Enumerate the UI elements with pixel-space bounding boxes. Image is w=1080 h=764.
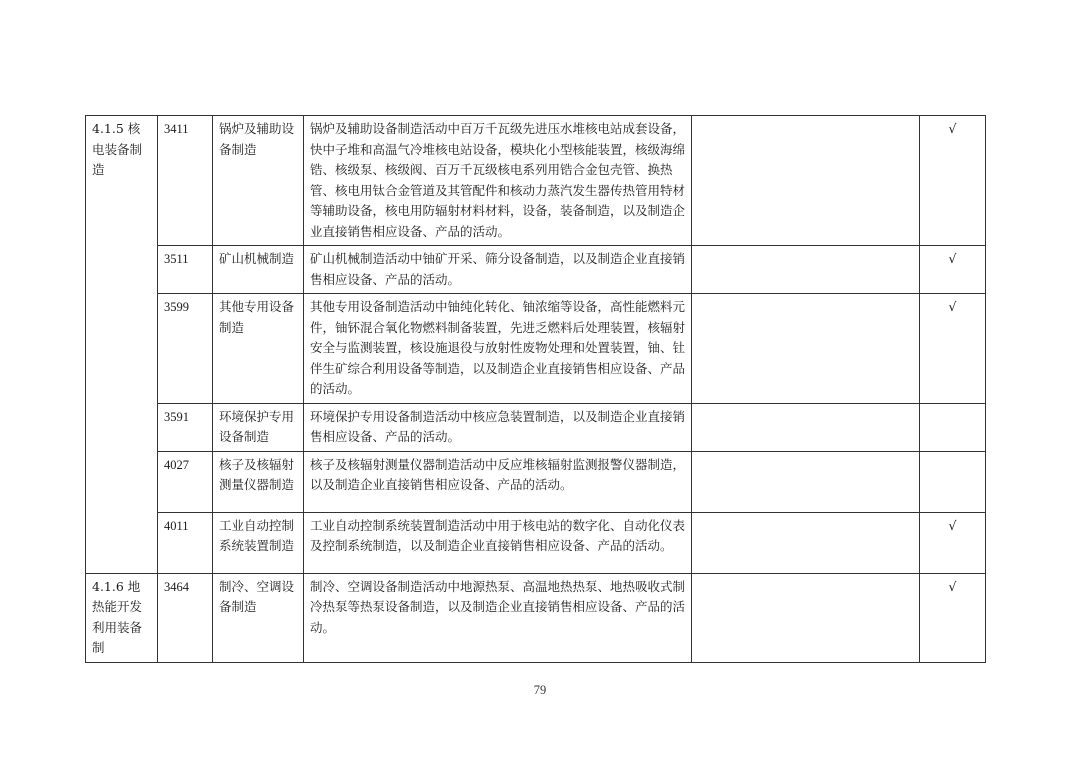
table-row bbox=[86, 573, 986, 662]
description-cell: 其他专用设备制造活动中铀纯化转化、铀浓缩等设备，高性能燃料元件，铀钚混合氧化物燃料制备装置，先进乏燃料后处理装置，核辐射安全与监测装置，核设施退役与放射性废物处理和处置装置，铀、钍伴生矿综合利用设备等制造，以及制造企业直接销售相应设备、产品的活动。 bbox=[304, 294, 692, 404]
table-row bbox=[86, 403, 986, 451]
table-row bbox=[86, 294, 986, 404]
checkmark-cell: √ bbox=[920, 246, 986, 294]
note-cell bbox=[692, 573, 920, 662]
code-cell: 3591 bbox=[158, 403, 213, 451]
checkmark-cell bbox=[920, 403, 986, 451]
code-cell: 4027 bbox=[158, 451, 213, 512]
description-cell: 锅炉及辅助设备制造活动中百万千瓦级先进压水堆核电站成套设备，快中子堆和高温气冷堆核电站设备，模块化小型核能装置，核级海绵锆、核级泵、核级阀、百万千瓦级核电系列用锆合金包壳管、换热管、核电用钛合金管道及其管配件和核动力蒸汽发生器传热管用特材等辅助设备，核电用防辐射材料材料，设备，装备制造，以及制造企业直接销售相应设备、产品的活动。 bbox=[304, 116, 692, 246]
industry-cell: 制冷、空调设备制造 bbox=[213, 573, 304, 662]
checkmark-cell: √ bbox=[920, 512, 986, 573]
page-number: 79 bbox=[533, 683, 547, 697]
table-row bbox=[86, 116, 986, 246]
table-row bbox=[86, 512, 986, 573]
note-cell bbox=[692, 246, 920, 294]
industry-cell: 锅炉及辅助设备制造 bbox=[213, 116, 304, 246]
checkmark-cell: √ bbox=[920, 573, 986, 662]
checkmark-cell: √ bbox=[920, 116, 986, 246]
industry-table bbox=[85, 115, 986, 663]
industry-cell: 核子及核辐射测量仪器制造 bbox=[213, 451, 304, 512]
section-cell: 4.1.5 核电装备制造 bbox=[86, 116, 158, 574]
industry-cell: 环境保护专用设备制造 bbox=[213, 403, 304, 451]
code-cell: 3411 bbox=[158, 116, 213, 246]
note-cell bbox=[692, 294, 920, 404]
code-cell: 3511 bbox=[158, 246, 213, 294]
note-cell bbox=[692, 116, 920, 246]
note-cell bbox=[692, 451, 920, 512]
description-cell: 工业自动控制系统装置制造活动中用于核电站的数字化、自动化仪表及控制系统制造，以及制造企业直接销售相应设备、产品的活动。 bbox=[304, 512, 692, 573]
industry-cell: 工业自动控制系统装置制造 bbox=[213, 512, 304, 573]
code-cell: 3464 bbox=[158, 573, 213, 662]
table-row bbox=[86, 246, 986, 294]
section-cell: 4.1.6 地热能开发利用装备制 bbox=[86, 573, 158, 662]
description-cell: 矿山机械制造活动中铀矿开采、筛分设备制造，以及制造企业直接销售相应设备、产品的活动。 bbox=[304, 246, 692, 294]
description-cell: 制冷、空调设备制造活动中地源热泵、高温地热热泵、地热吸收式制冷热泵等热泵设备制造，以及制造企业直接销售相应设备、产品的活动。 bbox=[304, 573, 692, 662]
industry-cell: 其他专用设备制造 bbox=[213, 294, 304, 404]
table-row bbox=[86, 451, 986, 512]
description-cell: 环境保护专用设备制造活动中核应急装置制造，以及制造企业直接销售相应设备、产品的活动。 bbox=[304, 403, 692, 451]
checkmark-cell bbox=[920, 451, 986, 512]
note-cell bbox=[692, 512, 920, 573]
checkmark-cell: √ bbox=[920, 294, 986, 404]
code-cell: 4011 bbox=[158, 512, 213, 573]
description-cell: 核子及核辐射测量仪器制造活动中反应堆核辐射监测报警仪器制造，以及制造企业直接销售相应设备、产品的活动。 bbox=[304, 451, 692, 512]
code-cell: 3599 bbox=[158, 294, 213, 404]
note-cell bbox=[692, 403, 920, 451]
industry-cell: 矿山机械制造 bbox=[213, 246, 304, 294]
